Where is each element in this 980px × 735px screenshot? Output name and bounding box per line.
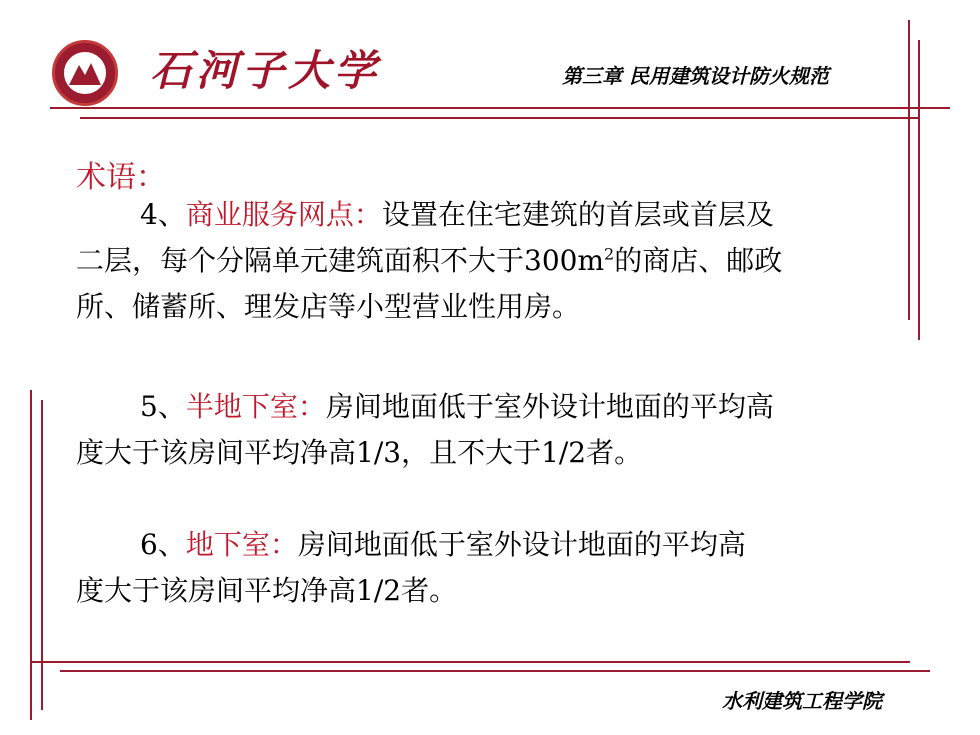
term-item-4-number: 4、 bbox=[140, 198, 186, 231]
term-item-4-text-2a: 二层，每个分隔单元建筑面积不大于300m bbox=[76, 244, 604, 277]
chapter-title: 第三章 民用建筑设计防火规范 bbox=[562, 64, 829, 88]
term-item-4-line-1 bbox=[76, 192, 896, 238]
term-item-5-term: 半地下室： bbox=[185, 390, 326, 423]
college-name: 水利建筑工程学院 bbox=[722, 689, 882, 713]
term-item-4-text-1: 设置在住宅建筑的首层或首层及 bbox=[381, 198, 774, 231]
term-item-5 bbox=[76, 384, 896, 476]
term-item-6-line-2: 度大于该房间平均净高1/2者。 bbox=[76, 574, 458, 607]
term-item-6-number: 6、 bbox=[140, 528, 186, 561]
term-item-5-line-2: 度大于该房间平均净高1/3，且不大于1/2者。 bbox=[76, 436, 643, 469]
left-vertical-rule-1 bbox=[30, 390, 32, 720]
footer-rule-bottom bbox=[60, 670, 930, 672]
term-item-5-line-1 bbox=[76, 384, 896, 430]
term-item-6 bbox=[76, 522, 896, 614]
university-name-logo: 石河子大学 bbox=[150, 46, 381, 95]
term-item-6-term: 地下室： bbox=[185, 528, 298, 561]
left-vertical-rule-2 bbox=[41, 400, 43, 710]
term-item-6-text-1: 房间地面低于室外设计地面的平均高 bbox=[297, 528, 746, 561]
term-item-4-line-3: 所、储蓄所、理发店等小型营业性用房。 bbox=[76, 290, 581, 323]
university-seal-icon bbox=[52, 40, 118, 106]
header-rule-bottom bbox=[80, 117, 920, 119]
right-vertical-rule-1 bbox=[908, 20, 910, 320]
term-item-4-text-2b: 的商店、邮政 bbox=[614, 244, 783, 277]
term-item-5-number: 5、 bbox=[140, 390, 186, 423]
term-item-4-line-2 bbox=[76, 238, 896, 284]
term-item-4-superscript: 2 bbox=[604, 244, 615, 264]
right-vertical-rule-2 bbox=[918, 40, 920, 340]
term-item-6-line-1 bbox=[76, 522, 896, 568]
section-heading: 术语： bbox=[76, 160, 166, 195]
term-item-4 bbox=[76, 192, 896, 330]
term-item-5-text-1: 房间地面低于室外设计地面的平均高 bbox=[325, 390, 774, 423]
term-item-4-term: 商业服务网点： bbox=[185, 198, 382, 231]
footer-rule-top bbox=[30, 661, 910, 663]
header-rule-top bbox=[50, 107, 950, 109]
